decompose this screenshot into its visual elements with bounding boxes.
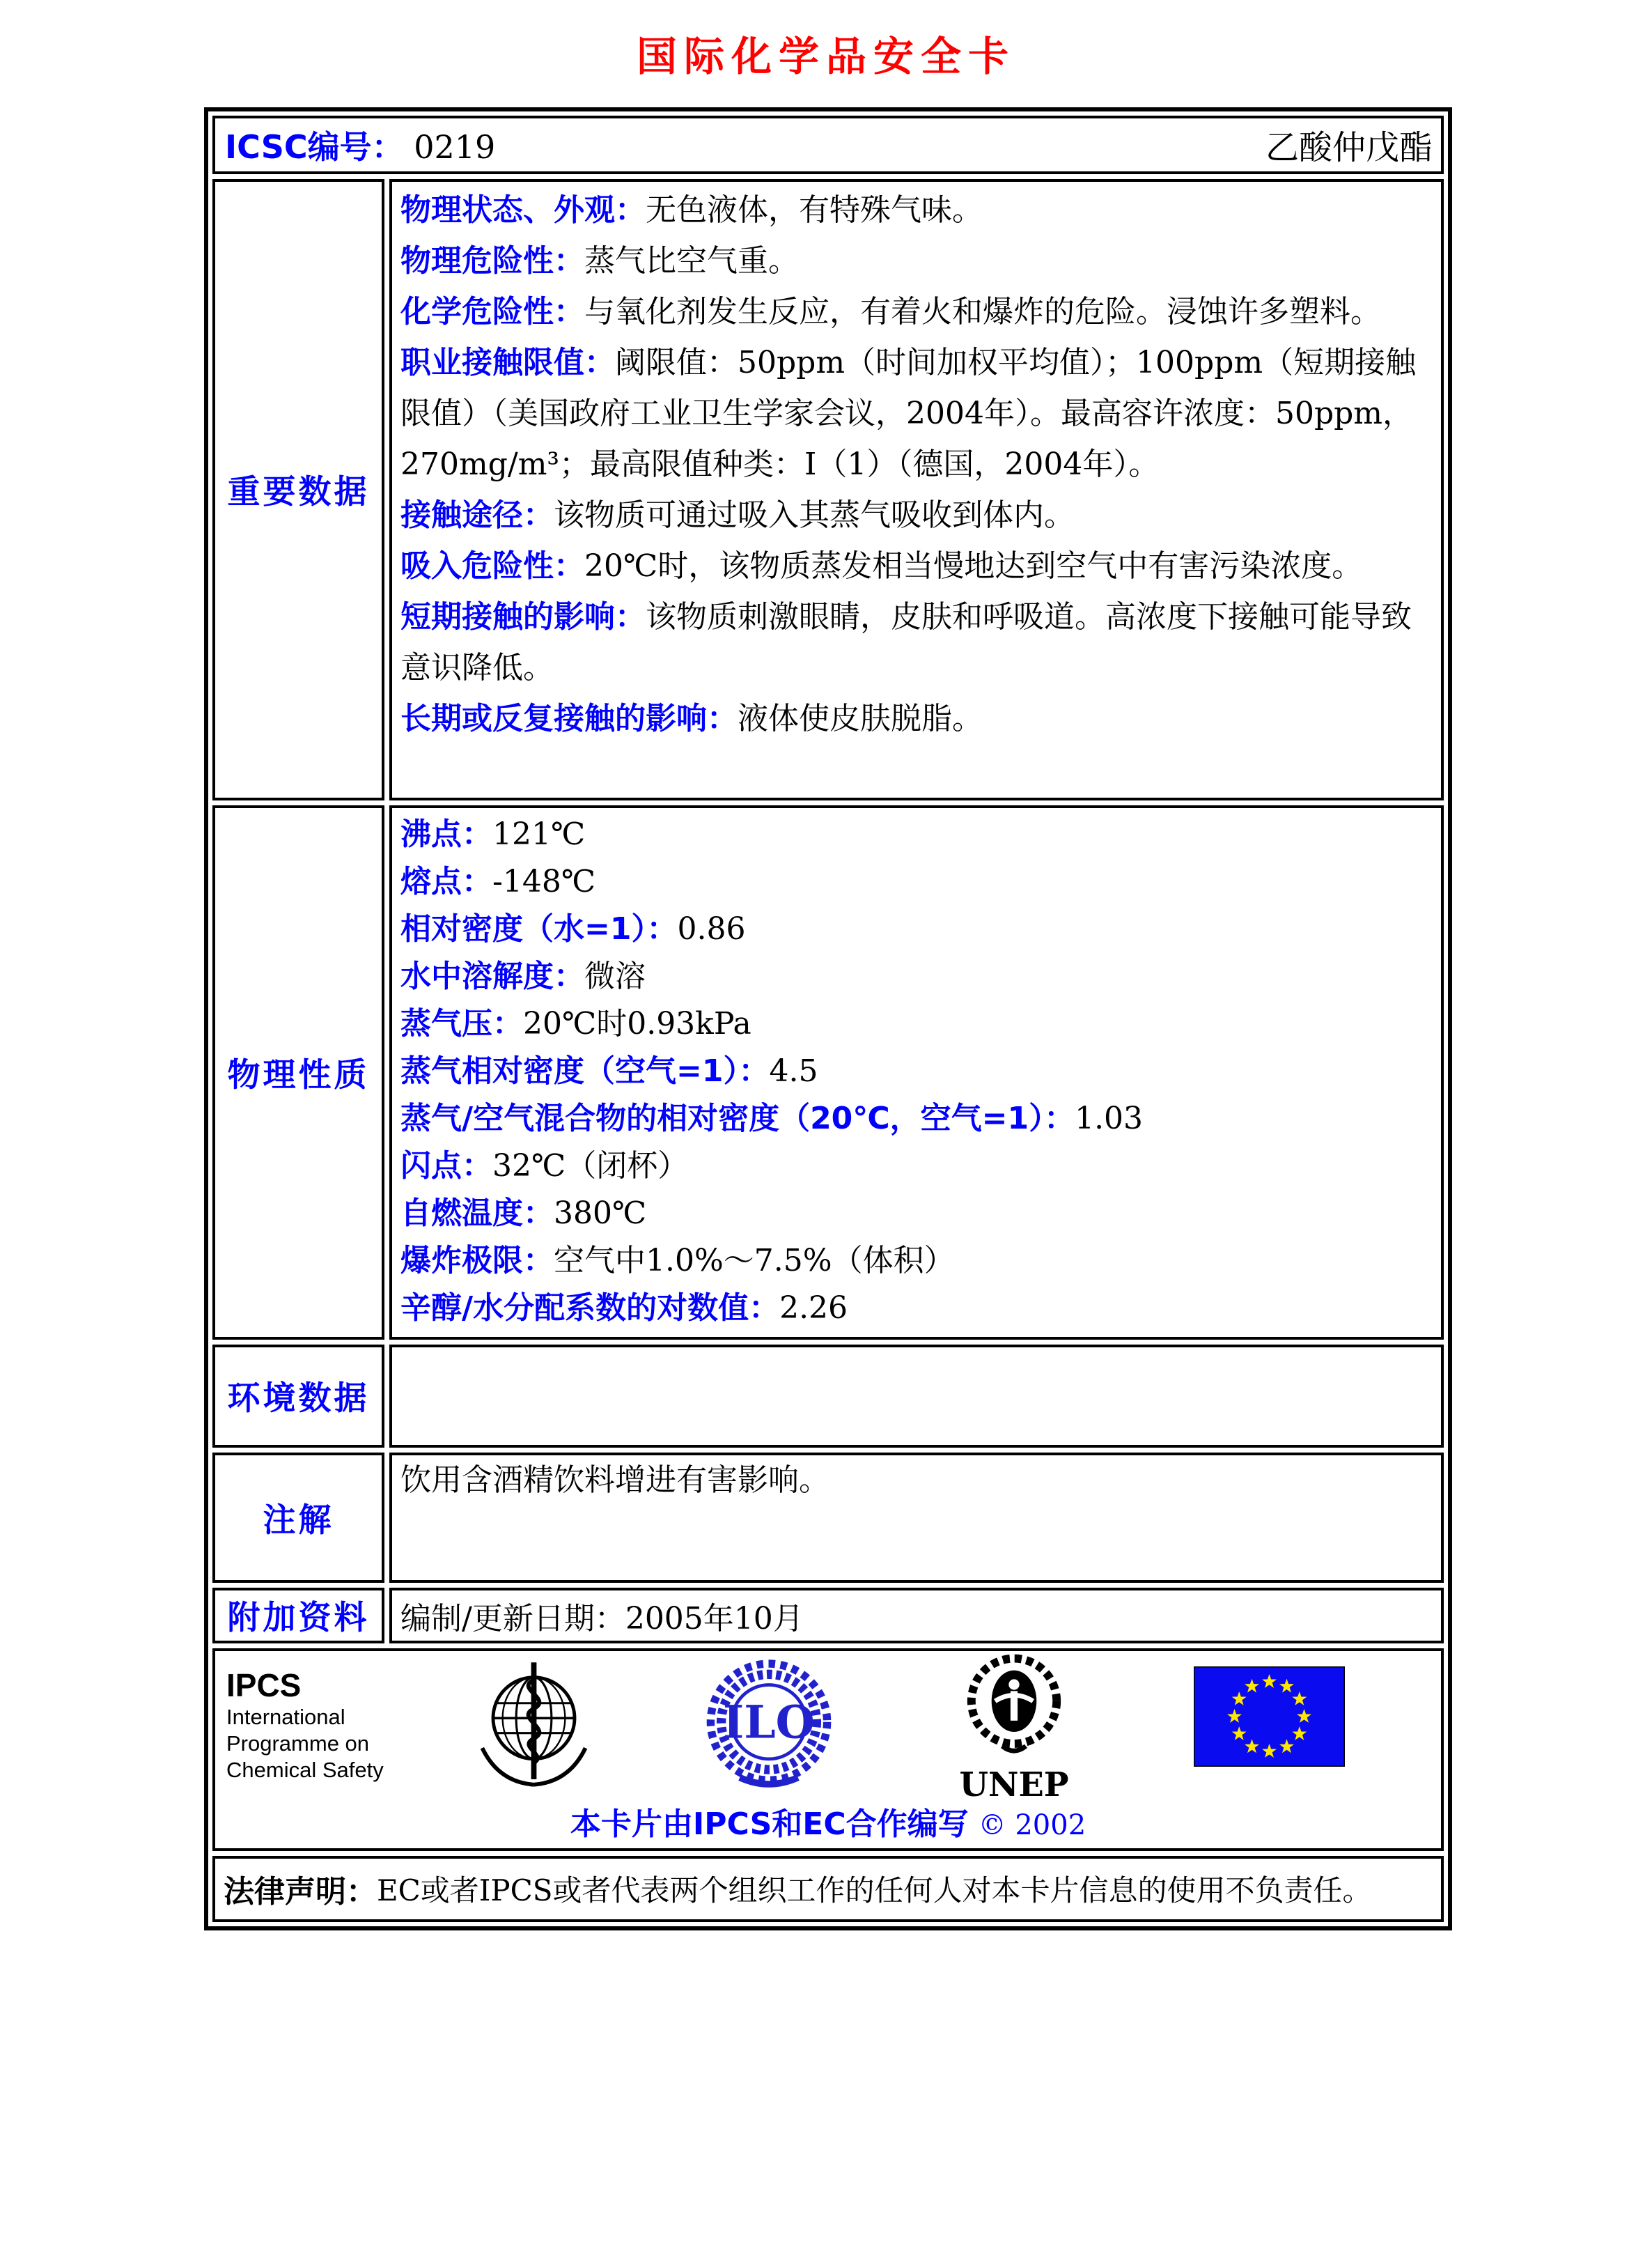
header-cell bbox=[212, 116, 1444, 174]
header-row bbox=[212, 116, 1444, 174]
property-line: 化学危险性：与氧化剂发生反应，有着火和爆炸的危险。浸蚀许多塑料。 bbox=[400, 293, 1381, 330]
copyright-text: © 2002 bbox=[978, 1809, 1086, 1841]
property-line: 蒸气相对密度（空气=1）：4.5 bbox=[400, 1053, 818, 1089]
property-line: 吸入危险性：20℃时，该物质蒸发相当慢地达到空气中有害污染浓度。 bbox=[400, 548, 1363, 584]
environmental-data-row-label: 环境数据 bbox=[212, 1345, 384, 1448]
who-logo-icon bbox=[466, 1654, 602, 1793]
notes-row bbox=[212, 1453, 1444, 1583]
eu-flag-icon bbox=[1194, 1666, 1345, 1767]
page-title: 国际化学品安全卡 bbox=[636, 33, 1015, 80]
icsc-number-value: 0219 bbox=[414, 127, 496, 166]
property-line: 爆炸极限：空气中1.0%～7.5%（体积） bbox=[400, 1242, 955, 1278]
property-line: 职业接触限值：阈限值：50ppm（时间加权平均值）；100ppm（短期接触限值）（美国政府工业卫生学家会议，2004年）。最高容许浓度：50ppm，270mg/m³；最高限值种类：I（1）（德国，2004年）。 bbox=[400, 344, 1417, 482]
icsc-number-label: ICSC编号： bbox=[225, 127, 404, 166]
property-line: 水中溶解度：微溶 bbox=[400, 958, 646, 994]
legal-text: EC或者IPCS或者代表两个组织工作的任何人对本卡片信息的使用不负责任。 bbox=[377, 1873, 1372, 1908]
unep-logo-icon bbox=[955, 1651, 1073, 1801]
cooperation-caption bbox=[215, 1799, 1441, 1843]
logos-row bbox=[212, 1648, 1444, 1851]
logos-cell bbox=[212, 1648, 1444, 1851]
additional-info-content: 编制/更新日期：2005年10月 bbox=[389, 1588, 1444, 1643]
legal-cell bbox=[212, 1856, 1444, 1922]
property-line: 长期或反复接触的影响：液体使皮肤脱脂。 bbox=[400, 700, 983, 736]
property-line: 相对密度（水=1）：0.86 bbox=[400, 911, 746, 947]
property-line: 闪点：32℃（闭杯） bbox=[400, 1147, 689, 1184]
additional-info-row bbox=[212, 1588, 1444, 1643]
property-line: 短期接触的影响：该物质刺激眼睛，皮肤和呼吸道。高浓度下接触可能导致意识降低。 bbox=[400, 598, 1412, 686]
ipcs-text-block bbox=[226, 1666, 384, 1783]
ipcs-line: Chemical Safety bbox=[226, 1757, 384, 1782]
legal-row bbox=[212, 1856, 1444, 1922]
physical-properties-row-label: 物理性质 bbox=[212, 805, 384, 1340]
physical-properties-row bbox=[212, 805, 1444, 1340]
physical-properties-content bbox=[389, 805, 1444, 1340]
property-line: 蒸气压：20℃时0.93kPa bbox=[400, 1005, 751, 1042]
property-line: 物理危险性：蒸气比空气重。 bbox=[400, 242, 799, 279]
important-data-content bbox=[389, 179, 1444, 800]
property-line: 沸点：121℃ bbox=[400, 816, 586, 852]
important-data-row bbox=[212, 179, 1444, 800]
ipcs-acronym: IPCS bbox=[226, 1666, 302, 1703]
ipcs-line: International bbox=[226, 1704, 345, 1729]
cooperation-caption-text: 本卡片由IPCS和EC合作编写 bbox=[570, 1806, 969, 1842]
property-line: 蒸气/空气混合物的相对密度（20℃，空气=1）：1.03 bbox=[400, 1100, 1144, 1136]
unep-wordmark-text: UNEP bbox=[959, 1765, 1069, 1801]
property-line: 接触途径：该物质可通过吸入其蒸气吸收到体内。 bbox=[400, 497, 1075, 533]
property-line: 辛醇/水分配系数的对数值：2.26 bbox=[400, 1290, 848, 1326]
environmental-data-content bbox=[389, 1345, 1444, 1448]
property-line: 物理状态、外观：无色液体，有特殊气味。 bbox=[400, 192, 983, 228]
ilo-monogram-text: ILO bbox=[723, 1696, 815, 1749]
additional-info-row-label: 附加资料 bbox=[212, 1588, 384, 1643]
ipcs-line: Programme on bbox=[226, 1731, 370, 1756]
chemical-name: 乙酸仲戊酯 bbox=[1265, 128, 1433, 168]
property-line: 自燃温度：380℃ bbox=[400, 1195, 647, 1231]
property-line: 熔点：-148℃ bbox=[400, 863, 596, 899]
important-data-row-label: 重要数据 bbox=[212, 179, 384, 800]
notes-row-label: 注解 bbox=[212, 1453, 384, 1583]
legal-label: 法律声明： bbox=[224, 1874, 377, 1910]
environmental-data-row bbox=[212, 1345, 1444, 1448]
notes-content: 饮用含酒精饮料增进有害影响。 bbox=[389, 1453, 1444, 1583]
ilo-logo-icon bbox=[703, 1657, 835, 1793]
icsc-card bbox=[204, 107, 1452, 1930]
icsc-number-group bbox=[225, 122, 495, 168]
